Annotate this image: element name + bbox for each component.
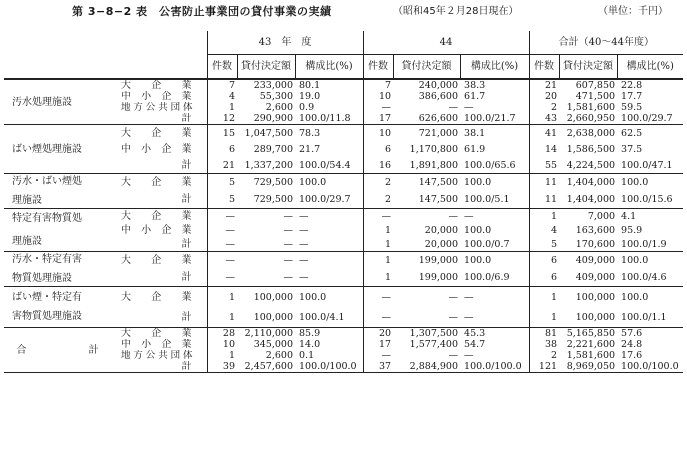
cell-amount-43: 729,500 <box>253 177 293 188</box>
header-ratio: 構成比(%) <box>617 55 683 80</box>
cell-count-total: 1 <box>529 287 559 308</box>
cell-amount-total: 1,404,000 <box>566 177 616 188</box>
cell-amount-43: — <box>283 224 293 236</box>
cell-count-total: 1 <box>529 209 559 224</box>
cell-amount-total: 163,600 <box>575 224 616 236</box>
cell-ratio-44: — <box>460 307 529 328</box>
subcategory-label: 計 <box>119 307 207 328</box>
cell-amount-43: 55,300 <box>259 91 293 102</box>
cell-ratio-43: — <box>299 210 309 222</box>
cell-ratio-43: — <box>295 237 363 252</box>
header-amount: 貸付決定額 <box>237 55 295 80</box>
cell-amount-44: — <box>448 291 459 303</box>
category-label <box>4 125 119 174</box>
cell-count-total: 121 <box>529 361 559 373</box>
cell-count-43: 39 <box>207 361 237 373</box>
cell-count-total: 6 <box>529 269 559 287</box>
cell-count-total: 1 <box>529 307 559 328</box>
table-row <box>4 287 683 308</box>
subcategory-label: 計 <box>119 237 207 252</box>
cell-amount-total: 170,600 <box>559 237 617 252</box>
cell-ratio-44: 54.7 <box>464 339 486 350</box>
header-period-43: 43 年 度 <box>207 31 363 55</box>
cell-ratio-total: 22.8 <box>621 80 643 91</box>
cell-amount-total: 409,000 <box>575 255 616 266</box>
subcategory-label: 計 <box>119 191 207 209</box>
cell-count-total: 55 <box>529 157 559 174</box>
cell-amount-44: 147,500 <box>418 177 459 188</box>
cell-count-43: — <box>207 237 237 252</box>
cell-amount-total: 471,500 <box>575 91 616 102</box>
subcategory-label: 大 企 業 <box>121 80 193 91</box>
cell-ratio-44: — <box>464 350 474 361</box>
cell-amount-44: 1,891,800 <box>393 157 460 174</box>
cell-amount-44: 1,307,500 <box>409 328 459 339</box>
cell-count-44: 20 <box>363 328 393 340</box>
cell-amount-44: 20,000 <box>424 224 459 236</box>
cell-count-43: — <box>207 269 237 287</box>
date-note: （昭和45年２月28日現在） <box>393 6 519 17</box>
cell-ratio-total: 100.0/4.6 <box>617 269 683 287</box>
subcategory-label: 計 <box>119 113 207 125</box>
cell-amount-total: 100,000 <box>575 291 616 303</box>
cell-amount-total: 1,404,000 <box>559 191 617 209</box>
cell-count-43: 1 <box>207 102 237 113</box>
category-label <box>4 209 119 252</box>
cell-amount-total: 1,586,500 <box>566 143 616 155</box>
header-ratio: 構成比(%) <box>295 55 363 80</box>
cell-amount-43: 100,000 <box>237 307 295 328</box>
cell-amount-43: 2,600 <box>265 102 293 113</box>
cell-ratio-43: — <box>295 269 363 287</box>
cell-ratio-43: 100.0/4.1 <box>295 307 363 328</box>
category-label-line1: ばい煙・特定有 <box>12 292 82 303</box>
loan-results-table <box>4 31 683 373</box>
category-label-line1: 汚水・ばい煙処 <box>12 176 82 187</box>
cell-amount-43: 2,457,600 <box>237 361 295 373</box>
cell-count-43: 4 <box>207 91 237 102</box>
category-label-line1: 汚水・特定有害 <box>12 254 82 265</box>
cell-ratio-43: — <box>299 255 309 266</box>
cell-amount-43: — <box>283 255 293 266</box>
cell-count-total: 41 <box>529 125 559 142</box>
subcategory-label: 計 <box>119 157 207 174</box>
header-amount: 貸付決定額 <box>559 55 617 80</box>
cell-count-44: — <box>363 350 393 361</box>
cell-amount-43: 1,047,500 <box>244 127 293 139</box>
cell-count-total: 11 <box>529 174 559 192</box>
cell-amount-44: 386,600 <box>418 91 459 102</box>
cell-amount-43: — <box>237 269 295 287</box>
cell-ratio-43: 14.0 <box>299 339 321 350</box>
cell-count-total: 2 <box>529 350 559 361</box>
cell-ratio-total: 95.9 <box>621 224 643 236</box>
category-label <box>4 174 119 209</box>
cell-amount-total: 1,581,600 <box>566 102 616 113</box>
cell-ratio-44: 100.0/65.6 <box>460 157 529 174</box>
cell-count-total: 81 <box>529 328 559 340</box>
header-count: 件数 <box>529 55 559 80</box>
cell-amount-43: 100,000 <box>253 291 293 303</box>
cell-amount-43: 2,600 <box>265 350 293 361</box>
cell-amount-43: 729,500 <box>237 191 295 209</box>
cell-ratio-44: 100.0/100.0 <box>460 361 529 373</box>
cell-count-total: 43 <box>529 113 559 125</box>
cell-ratio-43: 100.0/54.4 <box>295 157 363 174</box>
cell-amount-44: 240,000 <box>418 80 459 91</box>
cell-amount-44: 1,170,800 <box>409 143 459 155</box>
category-label <box>4 328 119 373</box>
cell-count-44: 1 <box>363 252 393 270</box>
table-row <box>4 79 683 91</box>
category-label <box>4 252 119 287</box>
title-row <box>0 0 687 24</box>
subcategory-label: 大 企 業 <box>121 210 193 222</box>
table-row <box>4 328 683 340</box>
cell-ratio-total: 100.0/47.1 <box>617 157 683 174</box>
cell-count-43: 12 <box>207 113 237 125</box>
cell-ratio-44: — <box>464 210 474 222</box>
cell-ratio-total: 100.0/29.7 <box>617 113 683 125</box>
header-ratio: 構成比(%) <box>460 55 529 80</box>
cell-ratio-total: 100.0 <box>621 291 649 303</box>
cell-amount-43: 290,900 <box>237 113 295 125</box>
cell-ratio-44: 100.0 <box>464 255 492 266</box>
cell-count-total: 6 <box>529 252 559 270</box>
cell-amount-44: 147,500 <box>393 191 460 209</box>
cell-ratio-total: 100.0/100.0 <box>617 361 683 373</box>
cell-count-43: 1 <box>207 287 237 308</box>
cell-amount-44: — <box>448 102 459 113</box>
cell-amount-43: 345,000 <box>253 339 293 350</box>
cell-ratio-43: 100.0/29.7 <box>295 191 363 209</box>
cell-ratio-43: 21.7 <box>299 143 321 155</box>
cell-amount-44: 626,600 <box>393 113 460 125</box>
cell-ratio-total: 57.6 <box>621 328 643 339</box>
cell-ratio-44: 45.3 <box>464 328 486 339</box>
header-count: 件数 <box>363 55 393 80</box>
cell-count-44: — <box>363 209 393 224</box>
cell-ratio-43: 100.0/100.0 <box>295 361 363 373</box>
cell-amount-44: — <box>448 350 459 361</box>
category-label <box>4 287 119 328</box>
category-label-line2: 害物質処理施設 <box>12 311 82 322</box>
cell-count-44: 7 <box>363 79 393 91</box>
subcategory-label: 大 企 業 <box>121 328 193 339</box>
cell-count-total: 2 <box>529 102 559 113</box>
cell-ratio-43: 0.9 <box>299 102 315 113</box>
subcategory-label: 地方公共団体 <box>121 102 193 113</box>
cell-count-43: 28 <box>207 328 237 340</box>
subcategory-label: 大 企 業 <box>121 291 193 303</box>
cell-amount-44: 20,000 <box>393 237 460 252</box>
cell-ratio-total: 24.8 <box>621 339 643 350</box>
category-label-text: 汚水処理施設 <box>12 96 72 108</box>
category-label <box>4 79 119 125</box>
cell-ratio-total: 59.5 <box>621 102 643 113</box>
subcategory-label: 大 企 業 <box>121 177 193 188</box>
cell-ratio-43: 80.1 <box>299 80 321 91</box>
cell-amount-43: — <box>237 237 295 252</box>
header-corner <box>4 31 207 79</box>
cell-ratio-44: 38.1 <box>464 127 486 139</box>
cell-ratio-43: 100.0/11.8 <box>295 113 363 125</box>
subcategory-label: 大 企 業 <box>121 255 193 266</box>
cell-ratio-total: 4.1 <box>621 210 637 222</box>
cell-amount-44: — <box>448 210 459 222</box>
cell-count-44: 17 <box>363 113 393 125</box>
cell-amount-43: 233,000 <box>253 80 293 91</box>
cell-ratio-44: 61.7 <box>464 91 486 102</box>
cell-amount-43: — <box>283 210 293 222</box>
table-row <box>4 252 683 270</box>
cell-ratio-44: 100.0/5.1 <box>460 191 529 209</box>
category-label-text: 合 計 <box>16 344 113 356</box>
cell-count-44: 10 <box>363 91 393 102</box>
cell-ratio-44: 100.0 <box>464 177 492 188</box>
cell-count-44: 37 <box>363 361 393 373</box>
cell-amount-total: 8,969,050 <box>559 361 617 373</box>
cell-ratio-43: 0.1 <box>299 350 315 361</box>
subcategory-label: 大 企 業 <box>121 127 193 139</box>
cell-count-43: 5 <box>207 174 237 192</box>
category-label-line1: 特定有害物質処 <box>12 213 82 224</box>
category-label-text: ばい煙処理施設 <box>12 143 82 155</box>
cell-amount-total: 4,224,500 <box>559 157 617 174</box>
category-label-line2: 理施設 <box>12 236 42 247</box>
table-row <box>4 209 683 224</box>
cell-ratio-total: 17.6 <box>621 350 643 361</box>
cell-ratio-total: 62.5 <box>621 127 643 139</box>
cell-count-43: 1 <box>207 307 237 328</box>
cell-amount-44: 2,884,900 <box>393 361 460 373</box>
table-title: 第 3−8−2 表 公害防止事業団の貸付事業の実績 <box>72 5 332 18</box>
cell-count-44: 2 <box>363 191 393 209</box>
subcategory-label: 計 <box>119 269 207 287</box>
cell-ratio-43: 19.0 <box>299 91 321 102</box>
cell-count-total: 4 <box>529 223 559 237</box>
cell-amount-total: 7,000 <box>587 210 616 222</box>
header-period-total: 合計（40〜44年度） <box>529 31 683 55</box>
subcategory-label: 地方公共団体 <box>121 350 193 361</box>
table-row <box>4 125 683 142</box>
cell-count-total: 21 <box>529 79 559 91</box>
cell-amount-total: 2,638,000 <box>566 127 616 139</box>
subcategory-label: 中小企業 <box>121 91 193 102</box>
subcategory-label: 中小企業 <box>121 143 193 155</box>
cell-count-43: — <box>207 209 237 224</box>
cell-count-44: 6 <box>363 141 393 157</box>
cell-ratio-43: 78.3 <box>299 127 321 139</box>
cell-ratio-44: 100.0/0.7 <box>460 237 529 252</box>
cell-amount-total: 2,221,600 <box>566 339 616 350</box>
cell-count-44: 1 <box>363 223 393 237</box>
cell-amount-total: 5,165,850 <box>566 328 616 339</box>
cell-count-total: 14 <box>529 141 559 157</box>
cell-count-44: 1 <box>363 269 393 287</box>
cell-ratio-44: 61.9 <box>464 143 486 155</box>
cell-amount-43: 2,110,000 <box>244 328 293 339</box>
cell-count-44: — <box>363 287 393 308</box>
cell-ratio-43: — <box>299 224 309 236</box>
cell-amount-43: 1,337,200 <box>237 157 295 174</box>
cell-amount-total: 409,000 <box>559 269 617 287</box>
cell-amount-total: 607,850 <box>575 80 616 91</box>
cell-ratio-total: 100.0 <box>621 255 649 266</box>
cell-count-44: 17 <box>363 339 393 350</box>
cell-count-44: 1 <box>363 237 393 252</box>
cell-count-total: 5 <box>529 237 559 252</box>
subcategory-label: 中小企業 <box>121 224 193 236</box>
cell-count-43: 7 <box>207 79 237 91</box>
cell-amount-43: 289,700 <box>253 143 293 155</box>
header-period-44: 44 <box>363 31 529 55</box>
category-label-line2: 理施設 <box>12 195 42 206</box>
table-row <box>4 174 683 192</box>
cell-count-43: 15 <box>207 125 237 142</box>
cell-amount-44: — <box>393 307 460 328</box>
cell-count-43: 10 <box>207 339 237 350</box>
cell-amount-44: 199,000 <box>393 269 460 287</box>
cell-count-43: 6 <box>207 141 237 157</box>
cell-ratio-44: — <box>464 102 474 113</box>
cell-amount-total: 1,581,600 <box>566 350 616 361</box>
subcategory-label: 中小企業 <box>121 339 193 350</box>
cell-count-total: 11 <box>529 191 559 209</box>
cell-ratio-44: 100.0 <box>464 224 492 236</box>
unit-note: （単位：千円） <box>598 6 668 17</box>
cell-ratio-44: 38.3 <box>464 80 486 91</box>
cell-ratio-total: 100.0/1.1 <box>617 307 683 328</box>
cell-ratio-43: 100.0 <box>299 177 327 188</box>
cell-ratio-total: 100.0 <box>621 177 649 188</box>
cell-count-total: 38 <box>529 339 559 350</box>
cell-ratio-total: 17.7 <box>621 91 643 102</box>
cell-amount-44: 721,000 <box>418 127 459 139</box>
cell-count-43: — <box>207 252 237 270</box>
cell-count-total: 20 <box>529 91 559 102</box>
cell-ratio-total: 100.0/15.6 <box>617 191 683 209</box>
cell-ratio-44: — <box>464 291 474 303</box>
cell-ratio-44: 100.0/6.9 <box>460 269 529 287</box>
cell-ratio-43: 100.0 <box>299 291 327 303</box>
cell-count-44: 2 <box>363 174 393 192</box>
cell-ratio-total: 100.0/1.9 <box>617 237 683 252</box>
cell-count-43: 21 <box>207 157 237 174</box>
cell-count-43: 1 <box>207 350 237 361</box>
subcategory-label: 計 <box>119 361 207 373</box>
cell-amount-total: 2,660,950 <box>559 113 617 125</box>
cell-count-44: — <box>363 307 393 328</box>
header-count: 件数 <box>207 55 237 80</box>
header-amount: 貸付決定額 <box>393 55 460 80</box>
cell-ratio-44: 100.0/21.7 <box>460 113 529 125</box>
cell-ratio-total: 37.5 <box>621 143 643 155</box>
cell-amount-44: 1,577,400 <box>409 339 459 350</box>
category-label-line2: 物質処理施設 <box>12 273 72 284</box>
cell-amount-44: 199,000 <box>418 255 459 266</box>
cell-count-44: — <box>363 102 393 113</box>
cell-amount-total: 100,000 <box>559 307 617 328</box>
cell-count-43: 5 <box>207 191 237 209</box>
cell-count-44: 16 <box>363 157 393 174</box>
cell-count-43: — <box>207 223 237 237</box>
cell-count-44: 10 <box>363 125 393 142</box>
cell-ratio-43: 85.9 <box>299 328 321 339</box>
